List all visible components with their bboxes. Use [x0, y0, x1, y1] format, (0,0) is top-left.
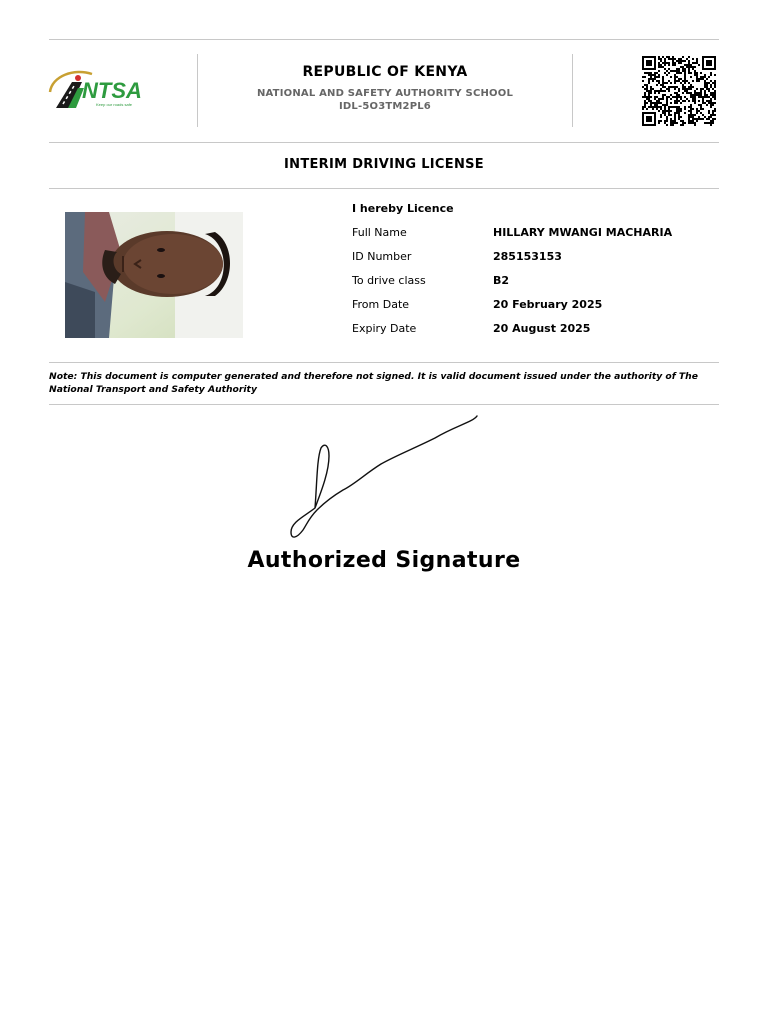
country-title: REPUBLIC OF KENYA: [302, 64, 468, 80]
qr-code: [642, 56, 716, 126]
id-number-label: ID Number: [352, 250, 412, 263]
detail-row-from-date: [352, 298, 718, 322]
header-bottom-rule: [49, 142, 719, 143]
id-number-value: 285153153: [493, 250, 562, 263]
expiry-date-value: 20 August 2025: [493, 322, 591, 335]
from-date-value: 20 February 2025: [493, 298, 603, 311]
header-divider-right: [572, 54, 573, 127]
license-details: [352, 202, 718, 346]
detail-row-full-name: [352, 226, 718, 250]
detail-row-drive-class: [352, 274, 718, 298]
drive-class-value: B2: [493, 274, 510, 287]
svg-text:Keep our roads safe: Keep our roads safe: [96, 102, 133, 107]
full-name-value: HILLARY MWANGI MACHARIA: [493, 226, 673, 239]
authority-name: NATIONAL AND SAFETY AUTHORITY SCHOOL: [256, 88, 514, 99]
from-date-label: From Date: [352, 298, 410, 311]
license-code: IDL-5O3TM2PL6: [339, 101, 431, 112]
authorized-signature-label: Authorized Signature: [247, 548, 521, 573]
expiry-date-label: Expiry Date: [352, 322, 417, 335]
top-rule: [49, 39, 719, 40]
document-title: INTERIM DRIVING LICENSE: [284, 157, 484, 172]
details-bottom-rule: [49, 362, 719, 363]
ntsa-logo: [48, 66, 146, 112]
drive-class-label: To drive class: [352, 274, 426, 287]
licence-intro: I hereby Licence: [352, 202, 454, 215]
disclaimer-note: Note: This document is computer generated and therefore not signed. It is valid document issued under the authority of The National Transport and Safety Authority: [49, 371, 698, 395]
note-bottom-rule: [49, 404, 719, 405]
header-title-block: [198, 64, 572, 113]
handwritten-signature: [285, 412, 485, 547]
title-bottom-rule: [49, 188, 719, 189]
svg-text:NTSA: NTSA: [82, 78, 142, 103]
detail-row-id-number: [352, 250, 718, 274]
full-name-label: Full Name: [352, 226, 407, 239]
license-holder-photo: [65, 212, 243, 338]
detail-row-expiry-date: [352, 322, 718, 346]
